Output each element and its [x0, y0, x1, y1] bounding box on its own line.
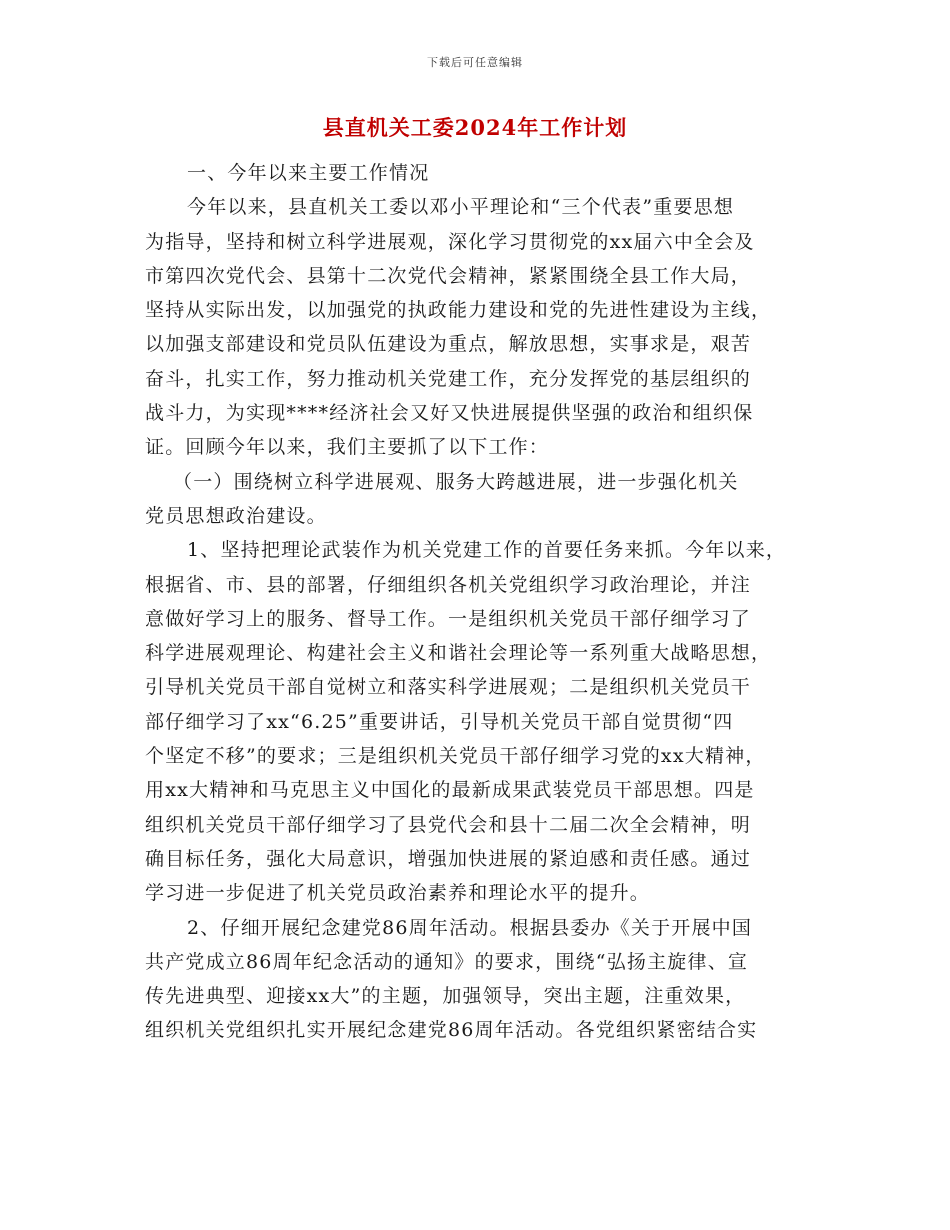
body-line: 证。回顾今年以来，我们主要抓了以下工作： [145, 436, 550, 459]
body-line: 组织机关党员干部仔细学习了县党代会和县十二届二次全会精神，明 [145, 813, 752, 836]
body-line: 引导机关党员干部自觉树立和落实科学进展观；二是组织机关党员干 [145, 676, 752, 699]
body-line: 个坚定不移”的要求；三是组织机关党员干部仔细学习党的xx大精神， [145, 745, 766, 768]
body-line: 部仔细学习了xx“6.25”重要讲话，引导机关党员干部自觉贯彻“四 [145, 710, 734, 733]
body-line: 用xx大精神和马克思主义中国化的最新成果武装党员干部思想。四是 [145, 779, 755, 802]
body-line: 传先进典型、迎接xx大”的主题，加强领导，突出主题，注重效果， [145, 985, 746, 1008]
body-line: 今年以来，县直机关工委以邓小平理论和“三个代表”重要思想 [187, 196, 735, 219]
body-line: （一）围绕树立科学进展观、服务大跨越进展，进一步强化机关 [173, 470, 739, 493]
body-line: 为指导，坚持和树立科学进展观，深化学习贯彻党的xx届六中全会及 [145, 230, 755, 253]
body-line: 以加强支部建设和党员队伍建设为重点，解放思想，实事求是，艰苦 [145, 333, 752, 356]
body-line: 一、今年以来主要工作情况 [187, 162, 430, 184]
body-line: 组织机关党组织扎实开展纪念建党86周年活动。各党组织紧密结合实 [145, 1019, 758, 1042]
body-line: 共产党成立86周年纪念活动的通知》的要求，围绕“弘扬主旋律、宣 [145, 950, 749, 973]
document-body [145, 156, 835, 1048]
document-title: 县直机关工委2024年工作计划 [322, 115, 628, 140]
body-line: 奋斗，扎实工作，努力推动机关党建工作，充分发挥党的基层组织的 [145, 367, 752, 390]
body-line: 根据省、市、县的部署，仔细组织各机关党组织学习政治理论，并注 [145, 573, 752, 596]
body-line: 市第四次党代会、县第十二次党代会精神，紧紧围绕全县工作大局， [145, 264, 752, 287]
body-line: 坚持从实际出发，以加强党的执政能力建设和党的先进性建设为主线， [145, 299, 772, 322]
body-line: 1、坚持把理论武装作为机关党建工作的首要任务来抓。今年以来， [187, 539, 787, 562]
body-line: 党员思想政治建设。 [145, 504, 327, 527]
header-note: 下载后可任意编辑 [427, 56, 523, 69]
body-line: 战斗力，为实现****经济社会又好又快进展提供坚强的政治和组织保 [145, 402, 754, 425]
body-line: 2、仔细开展纪念建党86周年活动。根据县委办《关于开展中国 [187, 916, 753, 939]
body-line: 意做好学习上的服务、督导工作。一是组织机关党员干部仔细学习了 [145, 607, 752, 630]
body-line: 学习进一步促进了机关党员政治素养和理论水平的提升。 [145, 882, 651, 905]
body-line: 科学进展观理论、构建社会主义和谐社会理论等一系列重大战略思想， [145, 642, 772, 665]
body-line: 确目标任务，强化大局意识，增强加快进展的紧迫感和责任感。通过 [145, 847, 752, 870]
